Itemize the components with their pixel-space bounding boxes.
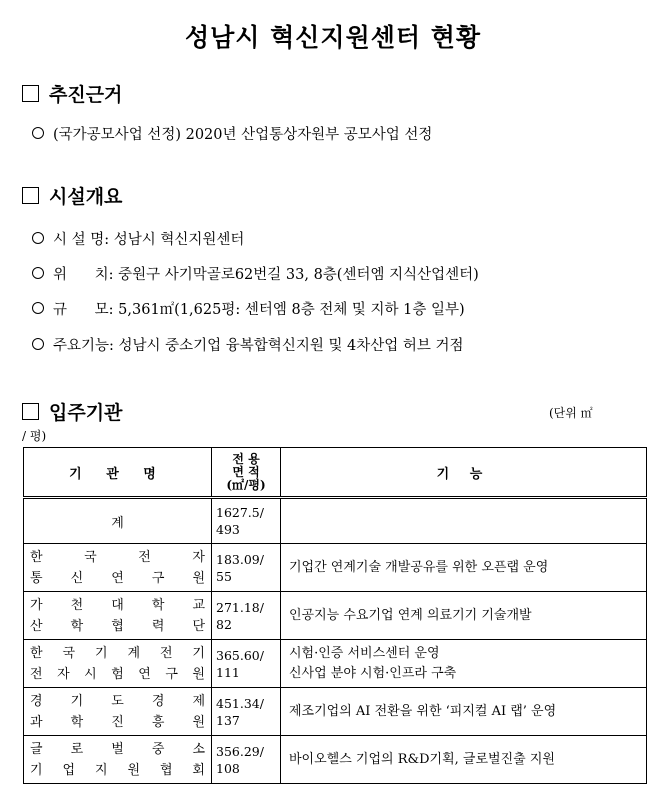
institution-function: 바이오헬스 기업의 R&D기획, 글로벌진출 지원 — [281, 736, 647, 784]
section-heading-basis: 추진근거 — [22, 80, 122, 107]
header-function: 기 능 — [281, 448, 647, 498]
circle-bullet-icon — [32, 267, 44, 279]
institution-area: 183.09/ 55 — [212, 544, 281, 592]
facility-item-function: 주요기능: 성남시 중소기업 융복합혁신지원 및 4차산업 허브 거점 — [32, 334, 464, 355]
square-bullet-icon — [22, 85, 39, 102]
basis-item: (국가공모사업 선정) 2020년 산업통상자원부 공모사업 선정 — [32, 123, 432, 144]
table-row — [24, 640, 647, 688]
institution-name: 가 천 대 학 교 산 학 협 력 단 — [24, 592, 212, 640]
total-label: 계 — [24, 498, 212, 544]
institution-function: 인공지능 수요기업 연계 의료기기 기술개발 — [281, 592, 647, 640]
circle-bullet-icon — [32, 338, 44, 350]
square-bullet-icon — [22, 187, 39, 204]
institution-function: 시험·인증 서비스센터 운영 신사업 분야 시험·인프라 구축 — [281, 640, 647, 688]
institution-area: 356.29/ 108 — [212, 736, 281, 784]
institution-name: 한 국 기 계 전 기 전 자 시 험 연 구 원 — [24, 640, 212, 688]
table-row — [24, 592, 647, 640]
institution-area: 451.34/ 137 — [212, 688, 281, 736]
institution-area: 365.60/ 111 — [212, 640, 281, 688]
institution-area: 271.18/ 82 — [212, 592, 281, 640]
facility-item-name: 시 설 명: 성남시 혁신지원센터 — [32, 228, 244, 249]
table-row — [24, 544, 647, 592]
facility-item-size: 규 모: 5,361㎡(1,625평: 센터엠 8층 전체 및 지하 1층 일부) — [32, 298, 465, 319]
institution-name: 글 로 벌 중 소 기 업 지 원 협 회 — [24, 736, 212, 784]
tenants-table — [23, 447, 647, 784]
table-row-total — [24, 498, 647, 544]
table-row — [24, 688, 647, 736]
institution-name: 경 기 도 경 제 과 학 진 흥 원 — [24, 688, 212, 736]
total-area: 1627.5/ 493 — [212, 498, 281, 544]
page-title: 성남시 혁신지원센터 현황 — [184, 23, 482, 52]
institution-name: 한 국 전 자 통 신 연 구 원 — [24, 544, 212, 592]
circle-bullet-icon — [32, 302, 44, 314]
section-heading-tenants: 입주기관 — [22, 398, 122, 425]
facility-item-location: 위 치: 중원구 사기막골로62번길 33, 8층(센터엠 지식산업센터) — [32, 263, 479, 284]
section-heading-facility: 시설개요 — [22, 182, 122, 209]
circle-bullet-icon — [32, 127, 44, 139]
header-area: 전 용 면 적 (㎡/평) — [212, 448, 281, 498]
institution-function: 기업간 연계기술 개발공유를 위한 오픈랩 운영 — [281, 544, 647, 592]
square-bullet-icon — [22, 403, 39, 420]
header-name: 기 관 명 — [24, 448, 212, 498]
unit-note: (단위 ㎡ — [549, 406, 593, 420]
circle-bullet-icon — [32, 232, 44, 244]
table-row — [24, 736, 647, 784]
unit-note-continued: / 평) — [22, 429, 47, 443]
institution-function: 제조기업의 AI 전환을 위한 ‘피지컬 AI 랩’ 운영 — [281, 688, 647, 736]
